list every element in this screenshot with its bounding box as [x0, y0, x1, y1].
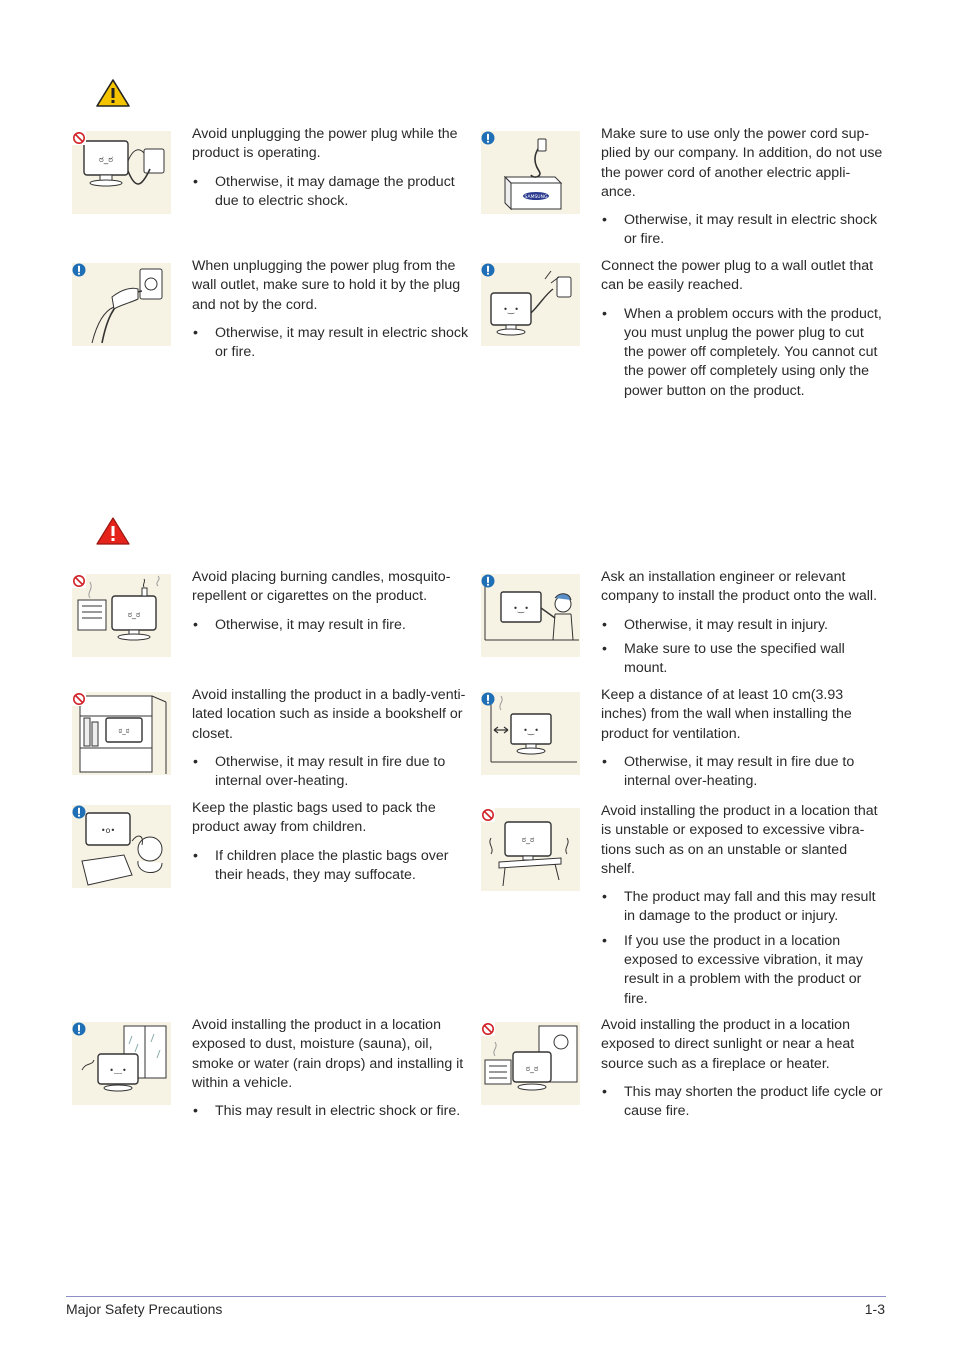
illustration-hand-plug: [72, 263, 171, 346]
precaution-text: Ask an installation engineer or relevant company to install the product onto the wall.: [601, 569, 878, 605]
precaution-text: When unplugging the power plug from the wall outlet, make sure to hold it by the plug and not by the cord.: [192, 258, 461, 313]
precaution-text: Avoid installing the product in a badly-venti-lated location such as inside a bookshelf or closet.: [192, 687, 466, 742]
precaution-bullet: • Make sure to use the specified wall mount.: [601, 640, 883, 679]
svg-text:•‿•: •‿•: [503, 305, 519, 314]
svg-text:•﹏•: •﹏•: [109, 1066, 127, 1075]
precaution-text: Avoid placing burning candles, mosquito-repellent or cigarettes on the product.: [192, 569, 451, 605]
precaution-bullet: • Otherwise, it may result in fire due to internal over-heating.: [601, 753, 883, 792]
page-number: 1-3: [864, 1301, 885, 1317]
precaution-text: Avoid installing the product in a location exposed to dust, moisture (sauna), oil, smoke or water (rain drops) and installing it within a vehicle.: [192, 1017, 464, 1091]
prohibited-icon: [481, 1022, 495, 1036]
caution-icon: [96, 517, 130, 545]
mandatory-icon: [72, 1022, 86, 1036]
prohibited-icon: [481, 808, 495, 822]
illustration-wall-mount-installer: [481, 574, 580, 657]
illustration-monitor-unplug: [72, 131, 171, 214]
svg-text:ಠ_ಠ: ಠ_ಠ: [127, 610, 141, 619]
precaution-text: Avoid installing the product in a location exposed to direct sunlight or near a heat source such as a fireplace or heater.: [601, 1017, 855, 1072]
illustration-monitor-wall-distance: [481, 692, 580, 775]
precaution-text: Avoid installing the product in a location that is unstable or exposed to excessive vibra-tions such as on an unstable or slanted shelf.: [601, 803, 878, 877]
illustration-monitor-heater-sunlight: [481, 1022, 580, 1105]
mandatory-icon: [481, 263, 495, 277]
illustration-child-plastic-bag: [72, 805, 171, 888]
svg-text:ಠ_ಠ: ಠ_ಠ: [525, 1064, 539, 1073]
precaution-text: Make sure to use only the power cord sup-plied by our company. In addition, do not use the power cord of another electric appli-ance.: [601, 126, 883, 200]
illustration-monitor-in-bookshelf: [72, 692, 171, 775]
prohibited-icon: [72, 692, 86, 706]
footer-title: Major Safety Precautions: [66, 1301, 223, 1317]
precaution-bullet: • Otherwise, it may result in electric shock or fire.: [601, 211, 883, 250]
precaution-text: Connect the power plug to a wall outlet that can be easily reached.: [601, 258, 874, 294]
mandatory-icon: [72, 805, 86, 819]
precaution-bullet: • If children place the plastic bags over their heads, they may suffocate.: [192, 847, 474, 886]
illustration-candle-on-monitor: [72, 574, 171, 657]
precaution-text: Keep a distance of at least 10 cm(3.93 inches) from the wall when installing the product for ventilation.: [601, 687, 852, 742]
svg-text:•‿•: •‿•: [513, 604, 529, 613]
svg-text:•‿•: •‿•: [523, 726, 539, 735]
footer-divider: [66, 1296, 886, 1297]
mandatory-icon: [72, 263, 86, 277]
illustration-monitor-rain-window: [72, 1022, 171, 1105]
prohibited-icon: [72, 574, 86, 588]
prohibited-icon: [72, 131, 86, 145]
precaution-bullet: • Otherwise, it may result in fire due to internal over-heating.: [192, 753, 474, 792]
precaution-text: Avoid unplugging the power plug while the product is operating.: [192, 126, 458, 162]
mandatory-icon: [481, 692, 495, 706]
illustration-monitor-unstable-shelf: [481, 808, 580, 891]
warning-icon: [96, 79, 130, 107]
svg-text:ಠ_ಠ: ಠ_ಠ: [118, 727, 130, 735]
mandatory-icon: [481, 574, 495, 588]
precaution-bullet: • Otherwise, it may result in electric shock or fire.: [192, 324, 474, 363]
precaution-bullet: • When a problem occurs with the product, you must unplug the power plug to cut the power off completely. You cannot cut the power off completely using only the power button on the product.: [601, 305, 883, 401]
precaution-bullet: • This may shorten the product life cycle or cause fire.: [601, 1083, 883, 1122]
precaution-bullet: • Otherwise, it may damage the product due to electric shock.: [192, 173, 474, 212]
box-brand-logo: SAMSUNG: [524, 195, 548, 200]
svg-text:•o•: •o•: [100, 826, 116, 835]
illustration-monitor-wall-outlet: [481, 263, 580, 346]
precaution-bullet: • This may result in electric shock or fire.: [192, 1102, 474, 1121]
precaution-bullet: • The product may fall and this may result in damage to the product or injury.: [601, 888, 883, 927]
precaution-bullet: • If you use the product in a location exposed to excessive vibration, it may result in a problem with the product or fire.: [601, 932, 883, 1009]
precaution-bullet: • Otherwise, it may result in fire.: [192, 616, 474, 635]
precaution-text: Keep the plastic bags used to pack the product away from children.: [192, 800, 436, 836]
svg-text:ಠ_ಠ: ಠ_ಠ: [521, 835, 535, 844]
svg-text:ಠ_ಠ: ಠ_ಠ: [98, 155, 114, 165]
illustration-power-cord-box: [481, 131, 580, 214]
mandatory-icon: [481, 131, 495, 145]
precaution-bullet: • Otherwise, it may result in injury.: [601, 616, 883, 635]
